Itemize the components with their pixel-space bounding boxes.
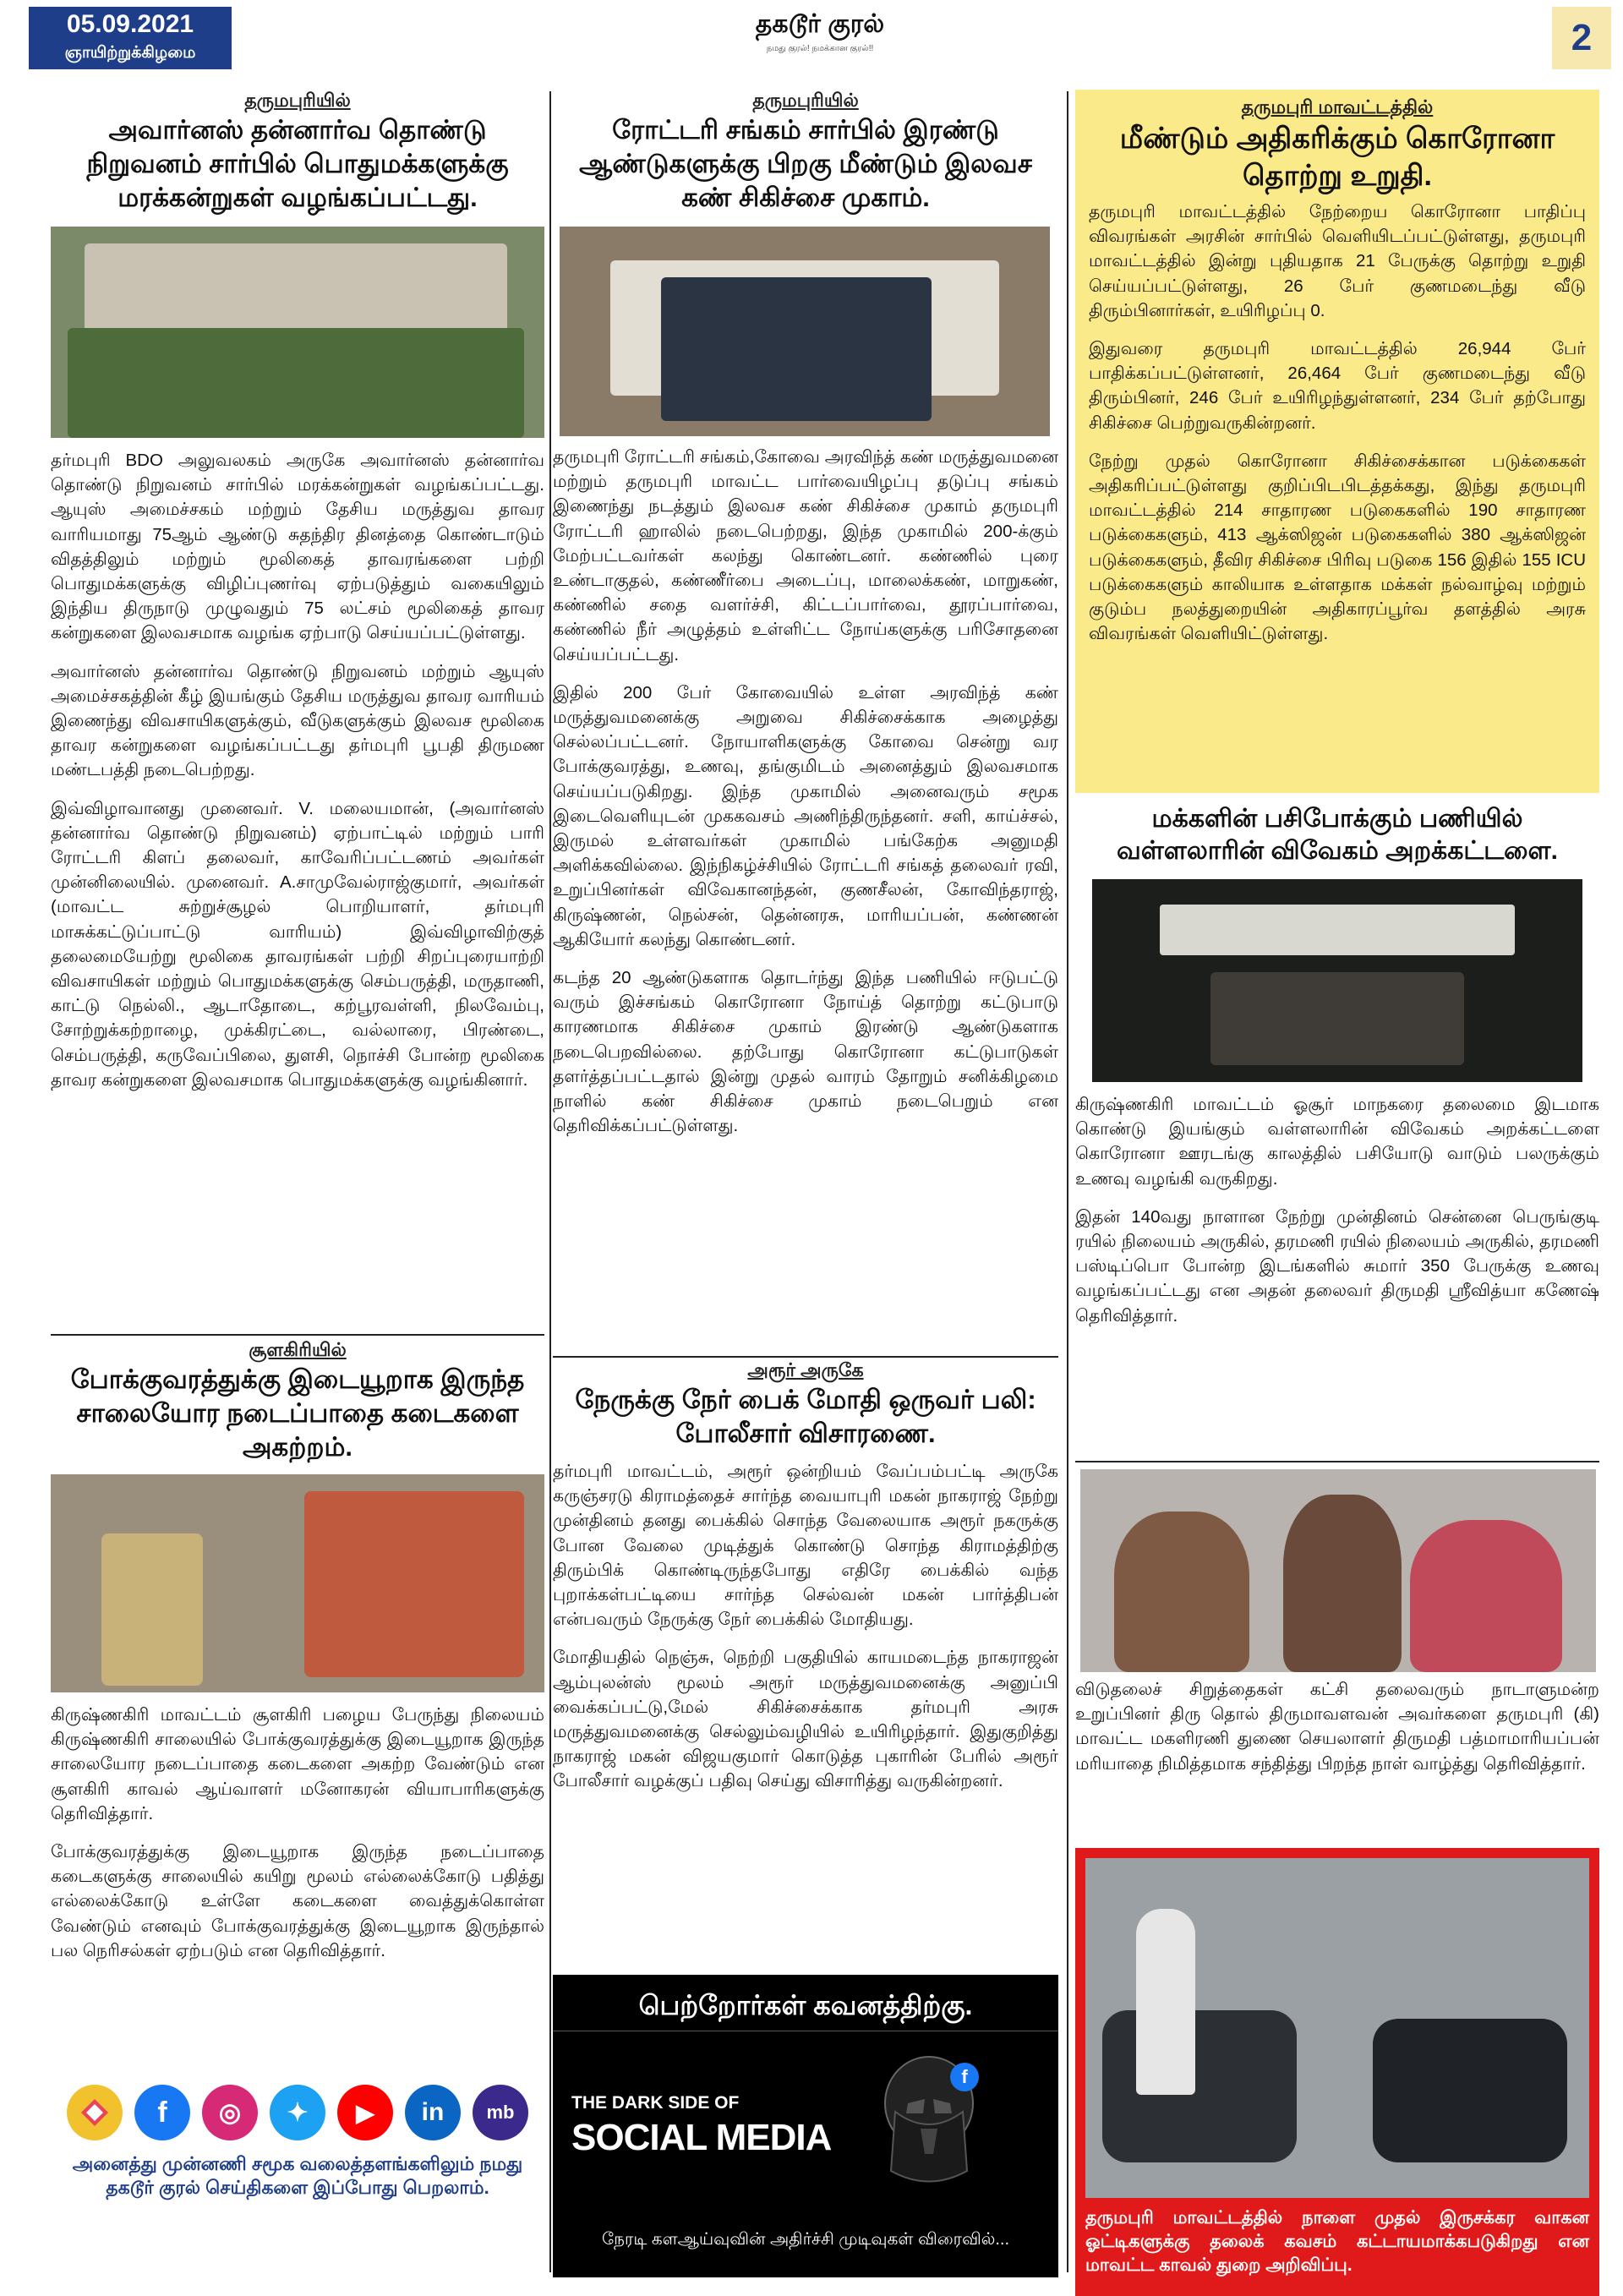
article-photo	[51, 1474, 544, 1692]
article-helmet-mandatory	[1075, 1848, 1599, 2296]
paragraph: விடுதலைச் சிறுத்தைகள் கட்சி தலைவரும் நாடாளுமன்ற உறுப்பினர் திரு தொல் திருமாவளவன் அவர்களை தருமபுரி (கி) மாவட்ட மகளிரணி துணை செயலாளர் திருமதி பத்மாமாரியப்பன் மரியாதை நிமித்தமாக சந்தித்து பிறந்த நாள் வாழ்த்து தெரிவித்தார்.	[1075, 1680, 1599, 1774]
article-kicker: தருமபுரியில்	[244, 90, 351, 111]
page-number: 2	[1552, 7, 1611, 69]
twitter-icon[interactable]: ✦	[270, 2085, 325, 2140]
paragraph: போக்குவரத்துக்கு இடையூறாக இருந்த நடைப்பாதை கடைகளுக்கு சாலையில் கயிறு மூலம் எல்லைக்கோடு பதித்து எல்லைக்கோடு உள்ளே கடைகளை வைத்துக்கொள்ள வேண்டும் எனவும் போக்குவரத்துக்கு இடையூறாக இருந்தால் பல நெரிசல்கள் ஏற்படும் என தெரிவித்தார்.	[51, 1842, 544, 1960]
article-kicker: தருமபுரியில்	[752, 90, 859, 111]
paragraph: தர்மபுரி மாவட்டம், அரூர் ஒன்றியம் வேப்பம்பட்டி அருகே கருஞ்சரடு கிராமத்தைச் சார்ந்த வையாபுரி மகன் நாகராஜ் நேற்று முன்தினம் தனது பைக்கில் சொந்த வேலையாக அரூர் நகருக்கு போன வேலை முடித்துக் கொண்டு சொந்த கிராமத்திற்கு திரும்பிக் கொண்டிருந்தபோது எதிரே பைக்கில் வந்த புறாக்கள்பட்டியை சார்ந்த செல்வன் மகன் பார்த்திபன் என்பவரும் நேருக்கு நேர் பைக்கில் மோதியது.	[553, 1462, 1058, 1630]
article-kicker: சூளகிரியில்	[249, 1339, 347, 1360]
masthead-title: தகடூர் குரல்	[755, 10, 885, 38]
article-headline: மக்களின் பசிபோக்கும் பணியில் வள்ளலாரின் விவேகம் அறக்கட்டளை.	[1117, 805, 1558, 865]
article-vck-birthday	[1075, 1469, 1599, 1790]
paragraph: தருமபுரி ரோட்டரி சங்கம்,கோவை அரவிந்த் கண் மருத்துவமனை மற்றும் தருமபுரி மாவட்ட பார்வையிழப்பு தடுப்பு சங்கம் இணைந்து நடத்தும் இலவச கண் சிகிச்சை முகாம் தருமபுரி ரோட்டரி ஹாலில் நடைபெற்றது, இந்த முகாமில் 200-க்கும் மேற்பட்டவர்கள் கலந்து கொண்டனர். கண்ணில் புரை உண்டாகுதல், கண்ணீர்பை அடைப்பு, மாலைக்கண், மாறுகண், கண்ணில் சதை வளர்ச்சி, கிட்டப்பார்வை, தூரப்பார்வை, கண்ணில் நீர் அழுத்தம் உள்ளிட்ட நோய்களுக்கு பரிசோதனை செய்யப்பட்டது.	[553, 447, 1058, 664]
article-body	[553, 445, 1058, 1138]
paragraph: தருமபுரி மாவட்டத்தில் நேற்றைய கொரோனா பாதிப்பு விவரங்கள் அரசின் சார்பில் வெளியிடப்பட்டுள்ளது, தருமபுரி மாவட்டத்தில் இன்று புதியதாக 21 பேருக்கு தொற்று உறுதி செய்யப்பட்டுள்ளது, 26 பேர் குணமடைந்து வீடு திரும்பினார்கள், உயிரிழப்பு 0.	[1089, 202, 1586, 320]
instagram-icon[interactable]: ◎	[202, 2085, 258, 2140]
paragraph: அவார்னஸ் தன்னார்வ தொண்டு நிறுவனம் மற்றும் ஆயுஸ் அமைச்சகத்தின் கீழ் இயங்கும் தேசிய மருத்துவ தாவர வாரியம் இணைந்து விவசாயிகளுக்கும், வீடுகளுக்கும் இலவச மூலிகை தாவர கன்றுகளை வழங்கப்பட்டது தர்மபுரி பூபதி திருமண மண்டபத்தி நடைபெற்றது.	[51, 661, 544, 780]
social-icons-row	[51, 2085, 544, 2140]
paragraph: கிருஷ்ணகிரி மாவட்டம் ஓசூர் மாநகரை தலைமை இடமாக கொண்டு இயங்கும் வள்ளலாரின் விவேகம் அறக்கட்டளை கொரோனா ஊரடங்கு காலத்தில் பசியோடு வாடும் பலருக்கும் உணவு வழங்கி வருகிறது.	[1075, 1095, 1599, 1189]
article-photo	[1092, 879, 1582, 1082]
paragraph: கிருஷ்ணகிரி மாவட்டம் சூளகிரி பழைய பேருந்து நிலையம் கிருஷ்ணகிரி சாலையில் போக்குவரத்துக்கு இடையூறாக இருந்த சாலையோர நடைப்பாதை கடைகளை அகற்ற வேண்டும் என சூளகிரி காவல் ஆய்வாளர் மனோகரன் வியாபாரிகளுக்கு தெரிவித்தார்.	[51, 1705, 544, 1823]
article-aroor-bike-accident	[553, 1359, 1058, 1807]
article-divider	[1075, 1461, 1599, 1462]
issue-day: ஞாயிற்றுக்கிழமை	[64, 44, 196, 62]
paragraph: நேற்று முதல் கொரோனா சிகிச்சைக்கான படுக்கைகள் அதிகரிப்பட்டுள்ளது குறிப்பிடபிடத்தக்கது, இந்து தருமபுரி மாவட்டத்தில் 214 சாதாரண படுகைகளில் 190 சாதாரண படுக்கைகளும், 413 ஆக்ஸிஜன் படுகைகளில் 380 ஆக்ஸிஜன் படுக்கைகளும், தீவிர சிகிச்சை பிரிவு படுகை 156 இதில் 155 ICU படுக்கைகளும் காலியாக உள்ளதாக மக்கள் நல்வாழ்வு மற்றும் குடும்ப நலத்துறையின் அதிகாரப்பூர்வ தளத்தில் அரசு விவரங்கள் வெளியிட்டுள்ளது.	[1089, 451, 1586, 644]
social-links-block	[51, 2085, 544, 2200]
paragraph: தர்மபுரி BDO அலுவலகம் அருகே அவார்னஸ் தன்னார்வ தொண்டு நிறுவனம் சார்பில் மரக்கன்றுகள் வழங்கப்பட்டது. ஆயுஸ் அமைச்சகம் மற்றும் தேசிய மருத்துவ தாவர வாரியமாது 75ஆம் ஆண்டு சுதந்திர தினத்தை கொண்டாடும் விதத்திலும் மற்றும் மூலிகைத் தாவரங்களை பற்றி பொதுமக்களுக்கு விழிப்புணர்வு ஏற்படுத்தும் வகையிலும் இந்திய திருநாடு முழுவதும் 75 லட்சம் மூலிகைத் தாவர கன்றுகளை இலவசமாக வழங்க ஏற்பாடு செய்யப்பட்டுள்ளது.	[51, 451, 544, 643]
article-headline: நேருக்கு நேர் பைக் மோதி ஒருவர் பலி: போலீசார் விசாரணை.	[575, 1385, 1036, 1448]
article-photo	[1085, 1858, 1589, 2198]
article-headline: மீண்டும் அதிகரிக்கும் கொரோனா தொற்று உறுதி.	[1119, 123, 1555, 192]
column-divider	[1067, 91, 1068, 2272]
paragraph: இதுவரை தருமபுரி மாவட்டத்தில் 26,944 பேர் பாதிக்கப்பட்டுள்ளனர், 26,464 பேர் குணமடைந்து வீடு திரும்பினர், 246 பேர் உயிரிழந்துள்ளனர், 234 பேர் தற்போது சிகிச்சை பெற்றுவருகின்றனர்.	[1089, 339, 1586, 433]
article-photo	[51, 227, 544, 438]
social-caption: அனைத்து முன்னணி சமூக வலைத்தளங்களிலும் நமது தகடூர் குரல் செய்திகளை இப்போது பெறலாம்.	[72, 2153, 523, 2198]
linkedin-icon[interactable]: in	[405, 2085, 461, 2140]
article-body	[1089, 200, 1586, 646]
date-box	[29, 7, 232, 69]
article-headline: போக்குவரத்துக்கு இடையூறாக இருந்த சாலையோர நடைப்பாதை கடைகளை அகற்றம்.	[70, 1364, 525, 1462]
article-headline: அவார்னஸ் தன்னார்வ தொண்டு நிறுவனம் சார்பில் பொதுமக்களுக்கு மரக்கன்றுகள் வழங்கப்பட்டது.	[86, 115, 509, 212]
article-vallalar-trust	[1075, 801, 1599, 1342]
article-corona-cases	[1075, 90, 1599, 793]
facebook-icon[interactable]: f	[134, 2085, 190, 2140]
article-body	[1075, 1092, 1599, 1328]
article-awareness-ngo	[51, 90, 544, 1106]
page-header	[0, 0, 1623, 78]
ad-title: பெற்றோர்கள் கவனத்திற்கு.	[638, 1990, 973, 2020]
article-divider	[553, 1356, 1058, 1358]
paragraph: இதில் 200 பேர் கோவையில் உள்ள அரவிந்த் கண் மருத்துவமனைக்கு அறுவை சிகிச்சைக்காக அழைத்து செல்லப்பட்டனர். நோயாளிகளுக்கு கோவை சென்று வர போக்குவரத்து, உணவு, தங்குமிடம் அனைத்தும் இலவசமாக செய்யப்படுகிறது. இந்த முகாமில் அனைவரும் சமூக இடைவெளியுடன் முககவசம் அணிந்திருந்தனர். சளி, காய்ச்சல், இருமல் உள்ளவர்கள் முகாமில் பங்கேற்க அனுமதி அளிக்கவில்லை. இந்நிகழ்ச்சியில் ரோட்டரி சங்கத் தலைவர் ரவி, உறுப்பினர்கள் விவேகானந்தன், குணசீலன், கோவிந்தராஜ், கிருஷ்ணன், நெல்சன், தென்னரசு, மாரியப்பன், கண்ணன் ஆகியோர் கலந்து கொண்டனர்.	[553, 682, 1058, 949]
article-photo	[1080, 1469, 1596, 1672]
paragraph: இதன் 140வது நாளான நேற்று முன்தினம் சென்னை பெருங்குடி ரயில் நிலையம் அருகில், தரமணி ரயில் நிலையம் அருகில், தரமணி பஸ்டிப்பொ போன்ற இடங்களில் சுமார் 350 பேருக்கு உணவு வழங்கப்பட்டது என அதன் தலைவர் திருமதி ஸ்ரீவித்யா கணேஷ் தெரிவித்தார்.	[1075, 1206, 1599, 1326]
article-caption: தருமபுரி மாவட்டத்தில் நாளை முதல் இருசக்கர வாகன ஓட்டிகளுக்கு தலைக் கவசம் கட்டாயமாக்கபடுகிறது என மாவட்ட காவல் துறை அறிவிப்பு.	[1085, 2208, 1589, 2275]
article-body	[553, 1459, 1058, 1794]
paragraph: கடந்த 20 ஆண்டுகளாக தொடர்ந்து இந்த பணியில் ஈடுபட்டு வரும் இச்சங்கம் கொரோனா நோய்த் தொற்று கட்டுபாடு காரணமாக சிகிச்சை முகாம் இரண்டு ஆண்டுகளாக நடைபெறவில்லை. தற்போது கொரோனா கட்டுபாடுகள் தளர்த்தப்பட்டதால் இன்று முதல் வாரம் தோறும் சனிக்கிழமை நாளில் கண் சிகிச்சை முகாம் நடைபெறும் என தெரிவிக்கப்பட்டுள்ளது.	[553, 968, 1058, 1136]
paragraph: மோதியதில் நெஞ்சு, நெற்றி பகுதியில் காயமடைந்த நாகராஜன் ஆம்புலன்ஸ் மூலம் அரூர் மருத்துவமனைக்கு அனுப்பி வைக்கப்பட்டு,மேல் சிகிச்சைக்காக தர்மபுரி அரசு மருத்துவமனைக்கு செல்லும்வழியில் உயிரிழந்தார். இதுகுறித்து நாகராஜ் மகன் விஜயகுமார் கொடுத்த புகாரின் பேரில் அரூர் போலீசார் வழக்குப் பதிவு செய்து விசாரித்து வருகின்றனர்.	[553, 1648, 1058, 1791]
ad-footer: நேரடி களஆய்வுவின் அதிர்ச்சி முடிவுகள் விரைவில்...	[601, 2230, 1010, 2249]
article-body	[51, 448, 544, 1092]
article-body	[51, 1703, 544, 1963]
paragraph: இவ்விழாவானது முனைவர். V. மலையமான், (அவார்னஸ் தன்னார்வ தொண்டு நிறுவனம்) ஏற்பாட்டில் மற்றும் பாரி ரோட்டரி கிளப் தலைவர், காவேரிப்பட்டணம் அவர்கள் முன்னிலையில். முனைவர். A.சாமுவேல்ராஜ்குமார், அவர்கள் (மாவட்ட சுற்றுச்சூழல் பொறியாளர், தர்மபுரி மாசுக்கட்டுப்பாட்டு வாரியம்) இவ்விழாவிற்குத் தலைமையேற்று மூலிகை தாவரங்கள் பற்றி சிறப்புரையாற்றி விவசாயிகள் மற்றும் பொதுமக்களுக்கு செம்பருத்தி, மருதாணி, காட்டு நெல்லி., ஆடாதோடை, கற்பூரவள்ளி, நிலவேம்பு, சோற்றுக்கற்றாழை, முக்கிரட்டை, வல்லாரை, பிரண்டை, செம்பருத்தி, கருவேப்பிலை, துளசி, நொச்சி போன்ற மூலிகை தாவர கன்றுகளை இலவசமாக பொதுமக்களுக்கு வழங்கினார்.	[51, 798, 544, 1090]
facebook-icon: f	[950, 2063, 979, 2091]
article-kicker: தருமபுரி மாவட்டத்தில்	[1241, 96, 1434, 118]
mb-icon[interactable]: mb	[473, 2085, 528, 2140]
article-shoolagiri-shops	[51, 1339, 544, 1976]
ad-poster-line2: SOCIAL MEDIA	[571, 2117, 832, 2158]
advertisement-dark-side-social-media	[553, 1975, 1058, 2277]
article-headline: ரோட்டரி சங்கம் சார்பில் இரண்டு ஆண்டுகளுக்கு பிறகு மீண்டும் இலவச கண் சிகிச்சை முகாம்.	[579, 115, 1032, 212]
article-kicker: அரூர் அருகே	[747, 1359, 864, 1380]
ad-poster-line1: THE DARK SIDE OF	[571, 2093, 740, 2113]
masthead-logo	[719, 10, 921, 69]
column-divider	[549, 91, 551, 2272]
article-body	[1075, 1677, 1599, 1776]
masthead-tagline: நமது குரல்! நமக்கான குரல்!!	[766, 44, 874, 53]
app-icon[interactable]	[67, 2085, 123, 2140]
youtube-icon[interactable]: ▶	[337, 2085, 393, 2140]
issue-date: 05.09.2021	[66, 10, 194, 38]
article-divider	[51, 1334, 544, 1336]
article-photo	[560, 227, 1050, 436]
article-rotary-eye-camp	[553, 90, 1058, 1151]
